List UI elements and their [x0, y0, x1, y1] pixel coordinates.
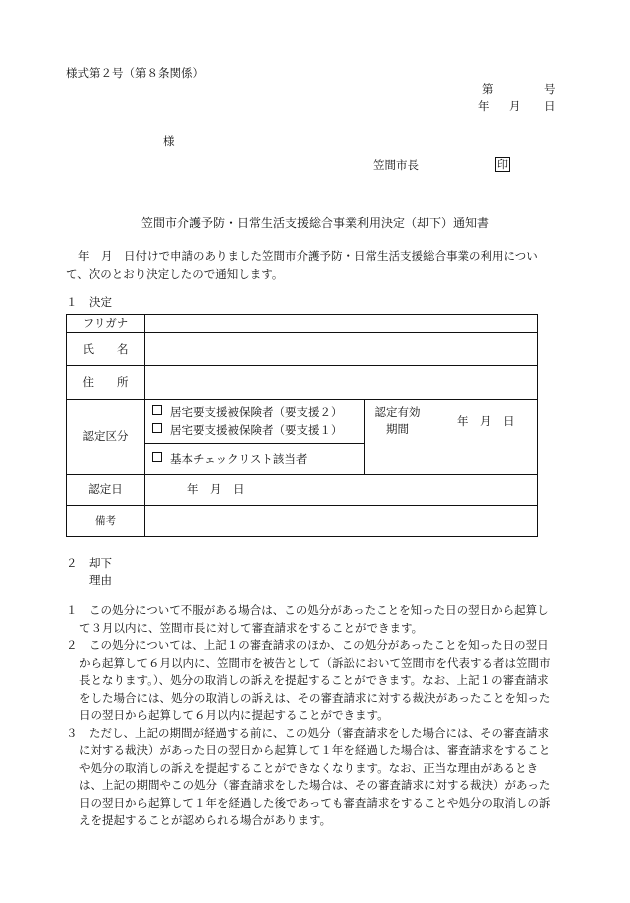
address-label: 住 所 — [82, 375, 129, 389]
decision-table — [66, 314, 538, 537]
cert-date-label: 認定日 — [88, 482, 123, 496]
issue-date-month: 月 — [509, 99, 521, 113]
issue-date-day: 日 — [544, 99, 556, 113]
checkbox-icon[interactable] — [152, 452, 162, 462]
section-rejection-heading: ２ 却下 — [66, 556, 112, 570]
option-support-level-1[interactable]: 居宅要支援被保険者（要支援１） — [152, 423, 343, 438]
furigana-label: フリガナ — [82, 316, 129, 330]
rejection-reason-label: 理由 — [89, 573, 112, 587]
addressee-honorific: 様 — [163, 134, 175, 148]
option-checklist[interactable]: 基本チェックリスト該当者 — [152, 452, 307, 467]
form-number: 様式第２号（第８条関係） — [66, 66, 204, 80]
cert-date-value: 年 月 日 — [187, 482, 245, 496]
intro-paragraph: 年 月 日付けで申請のありました笠間市介護予防・日常生活支援総合事業の利用について、次のとおり決定したので通知します。 — [66, 249, 538, 281]
issue-date-year: 年 — [478, 99, 490, 113]
note-item: ３ ただし、上記の期間が経過する前に、この処分（審査請求をした場合には、その審査請求に対する裁決）があった日の翌日から起算して１年を経過した場合は、審査請求をすることや処分の取消しの訴えを提起することができなくなります。なお、正当な理由があるときは、上記の期間やこの処分（審査請求をした場合は、その審査請求に対する裁決）があった日の翌日から起算して１年を経過した後であっても審査請求をすることや処分の取消しの訴えを提起することが認められる場合があります。 — [66, 725, 551, 827]
section-decision-heading: １ 決定 — [66, 295, 112, 309]
validity-date: 年 月 日 — [457, 414, 515, 428]
option-support-level-2[interactable]: 居宅要支援被保険者（要支援２） — [152, 405, 343, 420]
category-label: 認定区分 — [82, 429, 129, 443]
note-item: ２ この処分については、上記１の審査請求のほか、この処分があったことを知った日の翌日から起算して６月以内に、笠間市を被告として（訴訟において笠間市を代表する者は笠間市長となります。）、処分の取消しの訴えを提起することができます。なお、上記１の審査請求をした場合には、処分の取消しの訴えは、その審査請求に対する裁決があったことを知った日の翌日から起算して６月以内に提起することができます。 — [66, 638, 551, 722]
document-number-suffix: 号 — [544, 82, 556, 96]
checkbox-icon[interactable] — [152, 423, 162, 433]
document-title: 笠間市介護予防・日常生活支援総合事業利用決定（却下）通知書 — [140, 216, 489, 230]
name-label: 氏 名 — [82, 342, 129, 356]
document-number-prefix: 第 — [482, 82, 494, 96]
checkbox-icon[interactable] — [152, 405, 162, 415]
appeal-notes — [66, 602, 558, 830]
note-item: １ この処分について不服がある場合は、この処分があったことを知った日の翌日から起算して３月以内に、笠間市長に対して審査請求をすることができます。 — [66, 603, 549, 635]
seal-mark: 印 — [497, 158, 508, 171]
issuer-name: 笠間市長 — [373, 158, 419, 172]
remarks-label: 備考 — [95, 515, 116, 527]
validity-label-line2: 期間 — [386, 422, 409, 436]
validity-label-line1: 認定有効 — [374, 405, 421, 419]
